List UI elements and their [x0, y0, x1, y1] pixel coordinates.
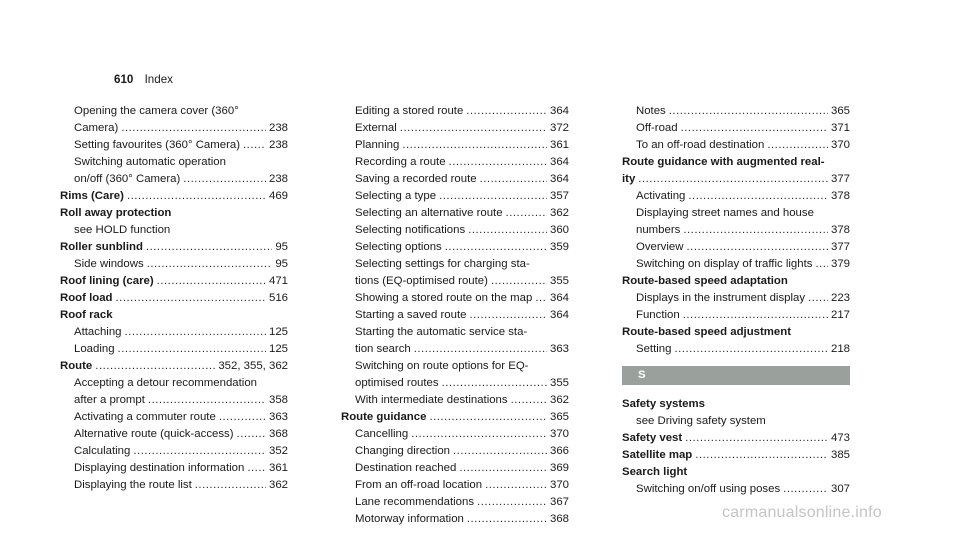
leader-dots	[688, 188, 828, 205]
index-subentry	[622, 188, 850, 205]
entry-text: Side windows	[74, 258, 144, 270]
index-subentry	[341, 205, 569, 222]
index-subentry	[341, 188, 569, 205]
leader-dots	[459, 460, 547, 477]
index-subentry	[60, 477, 288, 494]
leader-dots	[511, 392, 547, 409]
entry-text: Calculating	[74, 445, 131, 457]
entry-text: Switching on display of traffic lights	[636, 258, 813, 270]
entry-text: Route	[60, 360, 93, 372]
page-header	[114, 73, 173, 86]
leader-dots	[116, 290, 266, 307]
index-subentry	[622, 413, 850, 430]
entry-text: Safety vest	[622, 432, 683, 444]
index-subentry	[622, 481, 850, 498]
page-reference: 370	[549, 428, 569, 440]
entry-text: Selecting notifications	[355, 224, 466, 236]
entry-text: Satellite map	[622, 449, 693, 461]
page-reference: 217	[830, 309, 850, 321]
leader-dots	[469, 307, 547, 324]
leader-dots	[243, 137, 266, 154]
page-reference: 363	[268, 411, 288, 423]
index-subentry	[341, 256, 569, 273]
index-heading	[60, 290, 288, 307]
leader-dots	[506, 205, 547, 222]
leader-dots	[815, 256, 828, 273]
index-subentry	[622, 290, 850, 307]
entry-text: after a prompt	[74, 394, 145, 406]
entry-text: Route guidance with augmented real-	[622, 156, 825, 168]
page-reference: 364	[549, 156, 569, 168]
leader-dots	[414, 341, 547, 358]
entry-text: Editing a stored route	[355, 105, 464, 117]
index-subentry	[341, 426, 569, 443]
entry-text: Setting	[636, 343, 672, 355]
letter-heading-s: S	[622, 366, 850, 385]
entry-text: numbers	[636, 224, 681, 236]
entry-text: To an off-road destination	[636, 139, 765, 151]
index-heading	[622, 154, 850, 171]
page-reference: 364	[549, 105, 569, 117]
entry-text: With intermediate destinations	[355, 394, 508, 406]
leader-dots	[237, 426, 266, 443]
index-subentry	[622, 137, 850, 154]
entry-text: Selecting a type	[355, 190, 437, 202]
leader-dots	[674, 341, 828, 358]
leader-dots	[683, 307, 828, 324]
entry-text: Function	[636, 309, 680, 321]
index-subentry	[341, 324, 569, 341]
entry-text: Lane recommendations	[355, 496, 475, 508]
entry-text: Activating a commuter route	[74, 411, 216, 423]
index-subentry	[60, 222, 288, 239]
entry-text: Roller sunblind	[60, 241, 143, 253]
entry-text: Starting the automatic service sta-	[355, 326, 528, 338]
leader-dots	[195, 477, 266, 494]
leader-dots	[685, 430, 828, 447]
index-heading	[60, 307, 288, 324]
index-subentry	[622, 239, 850, 256]
page-reference: 365	[830, 105, 850, 117]
index-subentry	[341, 222, 569, 239]
index-subentry	[341, 511, 569, 528]
entry-text: Opening the camera cover (360°	[74, 105, 239, 117]
entry-text: Destination reached	[355, 462, 457, 474]
index-column-2	[341, 103, 569, 528]
leader-dots	[449, 154, 547, 171]
page-reference: 307	[830, 483, 850, 495]
page-reference: 218	[830, 343, 850, 355]
leader-dots	[491, 273, 547, 290]
index-subentry	[341, 494, 569, 511]
index-subentry	[341, 120, 569, 137]
entry-text: Displaying destination information	[74, 462, 245, 474]
leader-dots	[157, 273, 266, 290]
index-heading	[60, 239, 288, 256]
page-reference: 364	[549, 173, 569, 185]
index-heading	[60, 358, 288, 375]
index-heading	[60, 273, 288, 290]
entry-text: Loading	[74, 343, 115, 355]
index-subentry	[341, 460, 569, 477]
entry-text: on/off (360° Camera)	[74, 173, 181, 185]
page-reference: 364	[549, 292, 569, 304]
leader-dots	[183, 171, 266, 188]
leader-dots	[767, 137, 828, 154]
leader-dots	[439, 188, 547, 205]
entry-text: Changing direction	[355, 445, 450, 457]
leader-dots	[453, 443, 547, 460]
entry-text: Route-based speed adjustment	[622, 326, 791, 338]
index-subentry	[341, 307, 569, 324]
index-subentry	[60, 426, 288, 443]
index-subentry	[341, 103, 569, 120]
index-subentry	[341, 239, 569, 256]
index-heading	[622, 396, 850, 413]
page-reference: 355	[549, 275, 569, 287]
page-reference: 379	[830, 258, 850, 270]
watermark: carmanualsonline.info	[722, 504, 882, 521]
entry-text: Switching on/off using poses	[636, 483, 781, 495]
entry-text: Activating	[636, 190, 686, 202]
leader-dots	[480, 171, 547, 188]
leader-dots	[535, 290, 547, 307]
entry-text: Route-based speed adaptation	[622, 275, 788, 287]
page-reference: 352	[268, 445, 288, 457]
leader-dots	[681, 120, 828, 137]
index-subentry	[622, 205, 850, 222]
entry-text: Roll away protection	[60, 207, 172, 219]
entry-text: Search light	[622, 466, 688, 478]
page-reference: 362	[268, 479, 288, 491]
leader-dots	[118, 341, 266, 358]
index-subentry	[60, 103, 288, 120]
index-column-1	[60, 103, 288, 494]
entry-text: Selecting settings for charging sta-	[355, 258, 530, 270]
leader-dots	[445, 239, 547, 256]
index-subentry	[60, 137, 288, 154]
page-reference: 367	[549, 496, 569, 508]
index-subentry	[341, 477, 569, 494]
entry-text: Route guidance	[341, 411, 427, 423]
page-reference: 377	[830, 173, 850, 185]
page-reference: 359	[549, 241, 569, 253]
entry-text: Motorway information	[355, 513, 464, 525]
leader-dots	[669, 103, 828, 120]
page-reference: 368	[549, 513, 569, 525]
leader-dots	[247, 460, 266, 477]
leader-dots	[147, 256, 273, 273]
page-reference: 385	[830, 449, 850, 461]
leader-dots	[400, 120, 547, 137]
leader-dots	[686, 239, 828, 256]
page-reference: 360	[549, 224, 569, 236]
index-subentry	[60, 460, 288, 477]
index-subentry	[341, 273, 569, 290]
index-subentry	[341, 171, 569, 188]
index-subentry	[622, 103, 850, 120]
index-subentry	[622, 120, 850, 137]
page-number: 610	[114, 73, 134, 86]
page-reference: 469	[268, 190, 288, 202]
page-reference: 238	[268, 173, 288, 185]
index-subentry	[341, 392, 569, 409]
index-heading	[60, 205, 288, 222]
entry-text: Attaching	[74, 326, 122, 338]
index-subentry	[60, 120, 288, 137]
leader-dots	[468, 222, 547, 239]
entry-text: Switching automatic operation	[74, 156, 226, 168]
entry-text: ity	[622, 173, 636, 185]
leader-dots	[148, 392, 266, 409]
entry-text: Selecting options	[355, 241, 442, 253]
leader-dots	[808, 290, 828, 307]
page-reference: 95	[275, 241, 288, 253]
index-heading	[341, 409, 569, 426]
section-title: Index	[144, 73, 173, 86]
page-reference: 377	[830, 241, 850, 253]
index-subentry	[60, 443, 288, 460]
leader-dots	[125, 324, 266, 341]
index-subentry	[341, 290, 569, 307]
page-reference: 365	[549, 411, 569, 423]
page-reference: 473	[830, 432, 850, 444]
entry-text: Overview	[636, 241, 684, 253]
page-reference: 370	[549, 479, 569, 491]
entry-text: Showing a stored route on the map	[355, 292, 533, 304]
leader-dots	[683, 222, 828, 239]
leader-dots	[485, 477, 547, 494]
entry-text: Switching on route options for EQ-	[355, 360, 529, 372]
entry-text: Accepting a detour recommendation	[74, 377, 257, 389]
entry-text: Setting favourites (360° Camera)	[74, 139, 240, 151]
index-subentry	[341, 154, 569, 171]
index-column-3	[622, 103, 850, 498]
page-reference: 366	[549, 445, 569, 457]
leader-dots	[466, 103, 547, 120]
index-subentry	[60, 375, 288, 392]
entry-text: see Driving safety system	[636, 415, 766, 427]
entry-text: Displaying street names and house	[636, 207, 814, 219]
leader-dots	[783, 481, 828, 498]
index-subentry	[341, 358, 569, 375]
index-subentry	[60, 341, 288, 358]
index-subentry	[341, 341, 569, 358]
index-heading	[622, 324, 850, 341]
index-subentry	[60, 256, 288, 273]
page-reference: 378	[830, 224, 850, 236]
index-heading	[60, 188, 288, 205]
page-reference: 362	[549, 394, 569, 406]
leader-dots	[695, 447, 828, 464]
index-subentry	[622, 256, 850, 273]
leader-dots	[146, 239, 272, 256]
page-reference: 352, 355, 362	[218, 360, 288, 372]
leader-dots	[402, 137, 547, 154]
index-subentry	[60, 392, 288, 409]
leader-dots	[467, 511, 547, 528]
index-subentry	[60, 171, 288, 188]
leader-dots	[95, 358, 215, 375]
page-reference: 223	[830, 292, 850, 304]
index-heading	[622, 273, 850, 290]
entry-text: Displaying the route list	[74, 479, 192, 491]
page-reference: 370	[830, 139, 850, 151]
page-reference: 372	[549, 122, 569, 134]
index-subentry	[341, 443, 569, 460]
page-reference: 95	[275, 258, 288, 270]
index-subentry	[341, 137, 569, 154]
index-subentry	[622, 307, 850, 324]
page-reference: 238	[268, 122, 288, 134]
leader-dots	[127, 188, 266, 205]
page-reference: 362	[549, 207, 569, 219]
page-reference: 358	[268, 394, 288, 406]
leader-dots	[133, 443, 266, 460]
index-subentry	[60, 324, 288, 341]
entry-text: see HOLD function	[74, 224, 171, 236]
entry-text: Safety systems	[622, 398, 705, 410]
entry-text: Starting a saved route	[355, 309, 467, 321]
index-subentry	[341, 375, 569, 392]
leader-dots	[429, 409, 547, 426]
index-subentry	[60, 154, 288, 171]
entry-text: Roof load	[60, 292, 113, 304]
entry-text: Displays in the instrument display	[636, 292, 806, 304]
leader-dots	[121, 120, 266, 137]
index-subentry	[622, 341, 850, 358]
entry-text: optimised routes	[355, 377, 439, 389]
leader-dots	[411, 426, 547, 443]
page-reference: 361	[549, 139, 569, 151]
index-subentry	[60, 409, 288, 426]
entry-text: Camera)	[74, 122, 119, 134]
leader-dots	[442, 375, 547, 392]
page-reference: 125	[268, 343, 288, 355]
page-reference: 364	[549, 309, 569, 321]
index-heading	[622, 447, 850, 464]
page-reference: 471	[268, 275, 288, 287]
leader-dots	[219, 409, 266, 426]
page-reference: 363	[549, 343, 569, 355]
page-reference: 355	[549, 377, 569, 389]
index-subentry	[622, 222, 850, 239]
page-reference: 125	[268, 326, 288, 338]
index-heading	[622, 430, 850, 447]
page-reference: 368	[268, 428, 288, 440]
page-reference: 357	[549, 190, 569, 202]
entry-text: Alternative route (quick-access)	[74, 428, 234, 440]
entry-text: Cancelling	[355, 428, 409, 440]
leader-dots	[477, 494, 547, 511]
entry-text: Roof lining (care)	[60, 275, 154, 287]
entry-text: From an off-road location	[355, 479, 483, 491]
entry-text: Off-road	[636, 122, 678, 134]
entry-text: External	[355, 122, 397, 134]
page-reference: 238	[268, 139, 288, 151]
entry-text: Recording a route	[355, 156, 446, 168]
entry-text: Saving a recorded route	[355, 173, 477, 185]
index-heading	[622, 171, 850, 188]
leader-dots	[638, 171, 828, 188]
entry-text: tions (EQ-optimised route)	[355, 275, 488, 287]
entry-text: Selecting an alternative route	[355, 207, 503, 219]
page-reference: 369	[549, 462, 569, 474]
page-reference: 371	[830, 122, 850, 134]
entry-text: Notes	[636, 105, 666, 117]
entry-text: Rims (Care)	[60, 190, 124, 202]
page-reference: 361	[268, 462, 288, 474]
page-reference: 378	[830, 190, 850, 202]
index-heading	[622, 464, 850, 481]
entry-text: Planning	[355, 139, 400, 151]
page-reference: 516	[268, 292, 288, 304]
entry-text: tion search	[355, 343, 411, 355]
entry-text: Roof rack	[60, 309, 113, 321]
